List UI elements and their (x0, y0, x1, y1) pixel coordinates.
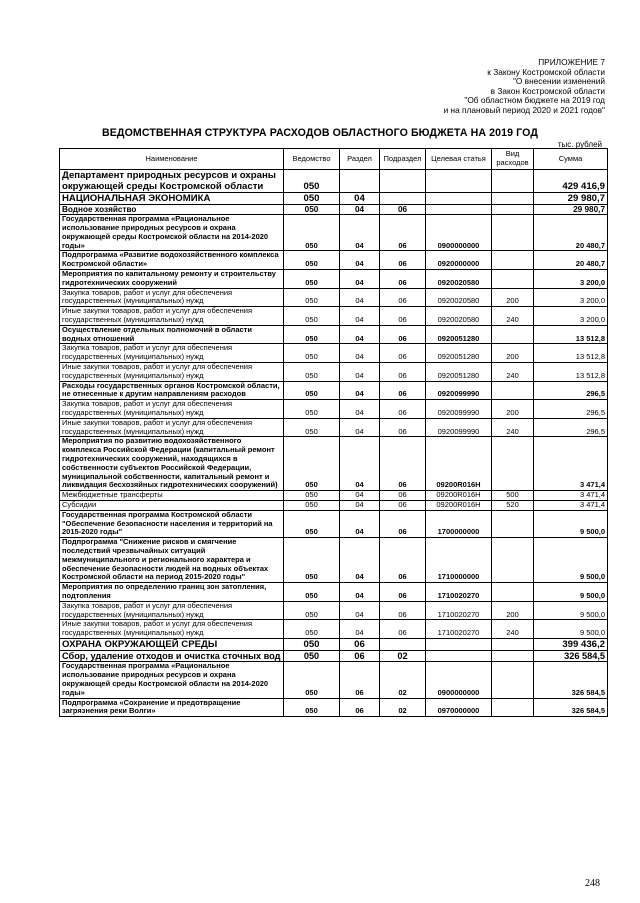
cell-sum: 29 980,7 (534, 193, 608, 205)
table-row (60, 538, 608, 583)
cell-expense-type: 240 (492, 307, 534, 326)
cell-name: Межбюджетные трансферты (60, 491, 284, 501)
cell-expense-type: 200 (492, 344, 534, 363)
cell-subsection: 06 (380, 344, 426, 363)
cell-name: Мероприятия по развитию водохозяйственного комплекса Российской Федерации (капитальный ремонт гидротехнических сооружений, находящихся в собственности субъектов Российской Федерации, муниципальной собственности, капитальный ремонт и ликвидация бесхозяйных гидротехнических сооружений) (60, 437, 284, 491)
cell-expense-type (492, 638, 534, 650)
cell-name: Государственная программа «Рациональное использование природных ресурсов и охрана окружающей среды Костромской области на 2014-2020 годы» (60, 662, 284, 698)
cell-name: Подпрограмма "Снижение рисков и смягчение последствий чрезвычайных ситуаций межмуниципального и регионального характера и обеспечение безопасности людей на водных объектах Костромской области на период 2015-2020 годы" (60, 538, 284, 583)
cell-target-article: 0920051280 (426, 344, 492, 363)
cell-sum: 326 584,5 (534, 698, 608, 717)
table-row (60, 400, 608, 419)
cell-department: 050 (284, 344, 340, 363)
cell-department: 050 (284, 538, 340, 583)
cell-name: Подпрограмма «Развитие водохозяйственного комплекса Костромской области» (60, 251, 284, 270)
cell-name: Иные закупки товаров, работ и услуг для обеспечения государственных (муниципальных) нужд (60, 620, 284, 639)
cell-sum: 13 512,8 (534, 325, 608, 344)
table-row (60, 307, 608, 326)
cell-subsection: 06 (380, 307, 426, 326)
cell-expense-type (492, 251, 534, 270)
cell-subsection: 06 (380, 601, 426, 620)
cell-subsection: 06 (380, 325, 426, 344)
appendix-line: ПРИЛОЖЕНИЕ 7 (538, 57, 605, 67)
cell-section: 04 (340, 381, 380, 400)
table-row (60, 270, 608, 289)
cell-sum: 296,5 (534, 400, 608, 419)
cell-department: 050 (284, 638, 340, 650)
cell-target-article (426, 638, 492, 650)
cell-department: 050 (284, 662, 340, 698)
table-row (60, 288, 608, 307)
cell-sum: 13 512,8 (534, 363, 608, 382)
cell-sum: 326 584,5 (534, 662, 608, 698)
table-row (60, 501, 608, 511)
cell-target-article: 1710020270 (426, 601, 492, 620)
table-row (60, 510, 608, 537)
cell-section: 04 (340, 193, 380, 205)
cell-section: 04 (340, 251, 380, 270)
cell-name: Мероприятия по капитальному ремонту и строительству гидротехнических сооружений (60, 270, 284, 289)
column-header-expense-type: Вид расходов (492, 149, 534, 170)
cell-name: Водное хозяйство (60, 205, 284, 215)
cell-section: 04 (340, 437, 380, 491)
cell-expense-type: 200 (492, 288, 534, 307)
table-row (60, 193, 608, 205)
cell-subsection: 06 (380, 400, 426, 419)
cell-department: 050 (284, 491, 340, 501)
cell-target-article: 09200R016H (426, 437, 492, 491)
cell-name: Подпрограмма «Сохранение и предотвращение загрязнения реки Волги» (60, 698, 284, 717)
cell-target-article: 0920020580 (426, 307, 492, 326)
cell-sum: 3 471,4 (534, 501, 608, 511)
table-row (60, 491, 608, 501)
cell-target-article: 0920051280 (426, 325, 492, 344)
cell-target-article: 0920020580 (426, 270, 492, 289)
cell-sum: 3 471,4 (534, 437, 608, 491)
cell-subsection: 06 (380, 205, 426, 215)
table-body (60, 170, 608, 717)
cell-expense-type: 240 (492, 418, 534, 437)
cell-section: 04 (340, 307, 380, 326)
cell-section: 04 (340, 538, 380, 583)
cell-expense-type (492, 193, 534, 205)
cell-section: 04 (340, 215, 380, 251)
cell-subsection (380, 638, 426, 650)
table-row (60, 325, 608, 344)
cell-sum: 429 416,9 (534, 170, 608, 193)
cell-expense-type (492, 170, 534, 193)
cell-target-article: 0900000000 (426, 662, 492, 698)
cell-expense-type (492, 270, 534, 289)
cell-department: 050 (284, 650, 340, 662)
appendix-line: "Об областном бюджете на 2019 год (464, 95, 605, 106)
cell-subsection: 06 (380, 538, 426, 583)
cell-target-article: 09200R016H (426, 491, 492, 501)
table-row (60, 381, 608, 400)
cell-department: 050 (284, 418, 340, 437)
cell-sum: 20 480,7 (534, 215, 608, 251)
cell-expense-type: 240 (492, 620, 534, 639)
column-header-target-article: Целевая статья (426, 149, 492, 170)
cell-target-article: 0970000000 (426, 698, 492, 717)
cell-expense-type (492, 650, 534, 662)
cell-target-article: 0920051280 (426, 363, 492, 382)
cell-target-article: 0920099990 (426, 381, 492, 400)
cell-sum: 296,5 (534, 381, 608, 400)
cell-department: 050 (284, 205, 340, 215)
cell-section: 04 (340, 270, 380, 289)
cell-name: Закупка товаров, работ и услуг для обеспечения государственных (муниципальных) нужд (60, 400, 284, 419)
cell-expense-type: 500 (492, 491, 534, 501)
column-header-department: Ведомство (284, 149, 340, 170)
cell-section: 04 (340, 400, 380, 419)
cell-section: 04 (340, 501, 380, 511)
cell-department: 050 (284, 437, 340, 491)
cell-expense-type (492, 538, 534, 583)
cell-sum: 3 200,0 (534, 270, 608, 289)
cell-name: Иные закупки товаров, работ и услуг для обеспечения государственных (муниципальных) нужд (60, 363, 284, 382)
table-row (60, 344, 608, 363)
cell-sum: 3 471,4 (534, 491, 608, 501)
cell-expense-type (492, 510, 534, 537)
cell-target-article: 0920099990 (426, 400, 492, 419)
cell-sum: 29 980,7 (534, 205, 608, 215)
cell-subsection: 06 (380, 288, 426, 307)
cell-subsection (380, 193, 426, 205)
cell-subsection: 06 (380, 501, 426, 511)
cell-department: 050 (284, 288, 340, 307)
page-number: 248 (585, 878, 600, 889)
cell-expense-type (492, 325, 534, 344)
cell-target-article: 1700000000 (426, 510, 492, 537)
cell-department: 050 (284, 698, 340, 717)
cell-subsection: 06 (380, 437, 426, 491)
cell-subsection: 02 (380, 650, 426, 662)
cell-target-article: 0900000000 (426, 215, 492, 251)
table-row (60, 638, 608, 650)
table-row (60, 662, 608, 698)
cell-target-article (426, 170, 492, 193)
column-header-name: Наименование (60, 149, 284, 170)
cell-section (340, 170, 380, 193)
cell-sum: 326 584,5 (534, 650, 608, 662)
cell-target-article: 1710020270 (426, 583, 492, 602)
cell-target-article (426, 205, 492, 215)
table-row (60, 363, 608, 382)
cell-section: 04 (340, 620, 380, 639)
cell-target-article: 0920099990 (426, 418, 492, 437)
table-row (60, 170, 608, 193)
cell-department: 050 (284, 381, 340, 400)
table-row (60, 698, 608, 717)
cell-expense-type: 200 (492, 601, 534, 620)
cell-target-article: 09200R016H (426, 501, 492, 511)
cell-target-article: 1710000000 (426, 538, 492, 583)
cell-expense-type (492, 205, 534, 215)
cell-department: 050 (284, 363, 340, 382)
cell-section: 04 (340, 344, 380, 363)
appendix-line: к Закону Костромской области (487, 66, 605, 77)
cell-target-article: 0920000000 (426, 251, 492, 270)
cell-section: 04 (340, 325, 380, 344)
cell-section: 06 (340, 662, 380, 698)
column-header-sum: Сумма (534, 149, 608, 170)
cell-sum: 3 200,0 (534, 288, 608, 307)
cell-sum: 399 436,2 (534, 638, 608, 650)
cell-expense-type (492, 662, 534, 698)
cell-department: 050 (284, 325, 340, 344)
cell-section: 04 (340, 205, 380, 215)
column-header-subsection: Подраздел (380, 149, 426, 170)
cell-name: Иные закупки товаров, работ и услуг для обеспечения государственных (муниципальных) нужд (60, 307, 284, 326)
table-row (60, 437, 608, 491)
cell-section: 04 (340, 288, 380, 307)
cell-section: 04 (340, 418, 380, 437)
cell-expense-type: 240 (492, 363, 534, 382)
cell-subsection: 06 (380, 363, 426, 382)
cell-target-article (426, 193, 492, 205)
cell-sum: 296,5 (534, 418, 608, 437)
cell-target-article: 0920020580 (426, 288, 492, 307)
cell-name: Субсидии (60, 501, 284, 511)
cell-name: Сбор, удаление отходов и очистка сточных вод (60, 650, 284, 662)
cell-section: 04 (340, 510, 380, 537)
units-label: тыс. рублей (557, 140, 602, 149)
cell-sum: 9 500,0 (534, 601, 608, 620)
cell-sum: 13 512,8 (534, 344, 608, 363)
cell-subsection (380, 170, 426, 193)
cell-sum: 9 500,0 (534, 583, 608, 602)
table-row (60, 601, 608, 620)
budget-table (59, 148, 608, 717)
cell-expense-type: 520 (492, 501, 534, 511)
cell-sum: 9 500,0 (534, 620, 608, 639)
table-header-row (60, 149, 608, 170)
table-row (60, 418, 608, 437)
cell-subsection: 06 (380, 381, 426, 400)
document-title: ВЕДОМСТВЕННАЯ СТРУКТУРА РАСХОДОВ ОБЛАСТНОГО БЮДЖЕТА НА 2019 ГОД (102, 127, 538, 139)
cell-department: 050 (284, 400, 340, 419)
cell-sum: 9 500,0 (534, 510, 608, 537)
cell-department: 050 (284, 501, 340, 511)
table-row (60, 251, 608, 270)
cell-name: Закупка товаров, работ и услуг для обеспечения государственных (муниципальных) нужд (60, 288, 284, 307)
cell-expense-type (492, 698, 534, 717)
table-row (60, 205, 608, 215)
cell-section: 06 (340, 638, 380, 650)
cell-target-article: 1710020270 (426, 620, 492, 639)
cell-department: 050 (284, 270, 340, 289)
cell-name: Закупка товаров, работ и услуг для обеспечения государственных (муниципальных) нужд (60, 601, 284, 620)
cell-subsection: 06 (380, 251, 426, 270)
cell-section: 04 (340, 601, 380, 620)
cell-expense-type (492, 437, 534, 491)
cell-department: 050 (284, 307, 340, 326)
cell-department: 050 (284, 583, 340, 602)
cell-name: Государственная программа Костромской области "Обеспечение безопасности населения и территорий на 2015-2020 годы" (60, 510, 284, 537)
appendix-line: в Закон Костромской области (490, 85, 605, 96)
cell-name: Государственная программа «Рациональное использование природных ресурсов и охрана окружающей среды Костромской области на 2014-2020 годы» (60, 215, 284, 251)
cell-department: 050 (284, 215, 340, 251)
table-row (60, 620, 608, 639)
cell-target-article (426, 650, 492, 662)
cell-sum: 3 200,0 (534, 307, 608, 326)
table-row (60, 650, 608, 662)
cell-name: Закупка товаров, работ и услуг для обеспечения государственных (муниципальных) нужд (60, 344, 284, 363)
appendix-line: "О внесении изменений (512, 76, 605, 87)
cell-section: 04 (340, 583, 380, 602)
cell-section: 06 (340, 650, 380, 662)
cell-subsection: 06 (380, 270, 426, 289)
cell-name: ОХРАНА ОКРУЖАЮЩЕЙ СРЕДЫ (60, 638, 284, 650)
cell-expense-type (492, 381, 534, 400)
cell-name: НАЦИОНАЛЬНАЯ ЭКОНОМИКА (60, 193, 284, 205)
cell-sum: 20 480,7 (534, 251, 608, 270)
cell-department: 050 (284, 601, 340, 620)
cell-name: Осуществление отдельных полномочий в области водных отношений (60, 325, 284, 344)
cell-subsection: 06 (380, 620, 426, 639)
cell-department: 050 (284, 510, 340, 537)
cell-subsection: 06 (380, 215, 426, 251)
cell-subsection: 06 (380, 583, 426, 602)
cell-subsection: 02 (380, 698, 426, 717)
cell-department: 050 (284, 251, 340, 270)
cell-name: Расходы государственных органов Костромской области, не отнесенные к другим направлениям расходов (60, 381, 284, 400)
cell-subsection: 06 (380, 418, 426, 437)
cell-name: Мероприятия по определению границ зон затопления, подтопления (60, 583, 284, 602)
cell-department: 050 (284, 193, 340, 205)
table-row (60, 215, 608, 251)
cell-section: 04 (340, 363, 380, 382)
cell-section: 04 (340, 491, 380, 501)
cell-section: 06 (340, 698, 380, 717)
cell-department: 050 (284, 170, 340, 193)
cell-name: Иные закупки товаров, работ и услуг для обеспечения государственных (муниципальных) нужд (60, 418, 284, 437)
table-row (60, 583, 608, 602)
cell-expense-type (492, 583, 534, 602)
cell-sum: 9 500,0 (534, 538, 608, 583)
appendix-line: и на плановый период 2020 и 2021 годов" (443, 104, 605, 115)
cell-subsection: 06 (380, 491, 426, 501)
cell-subsection: 02 (380, 662, 426, 698)
appendix-header (444, 58, 605, 116)
cell-name: Департамент природных ресурсов и охраны окружающей среды Костромской области (60, 170, 284, 193)
column-header-section: Раздел (340, 149, 380, 170)
cell-expense-type (492, 215, 534, 251)
cell-expense-type: 200 (492, 400, 534, 419)
cell-subsection: 06 (380, 510, 426, 537)
cell-department: 050 (284, 620, 340, 639)
